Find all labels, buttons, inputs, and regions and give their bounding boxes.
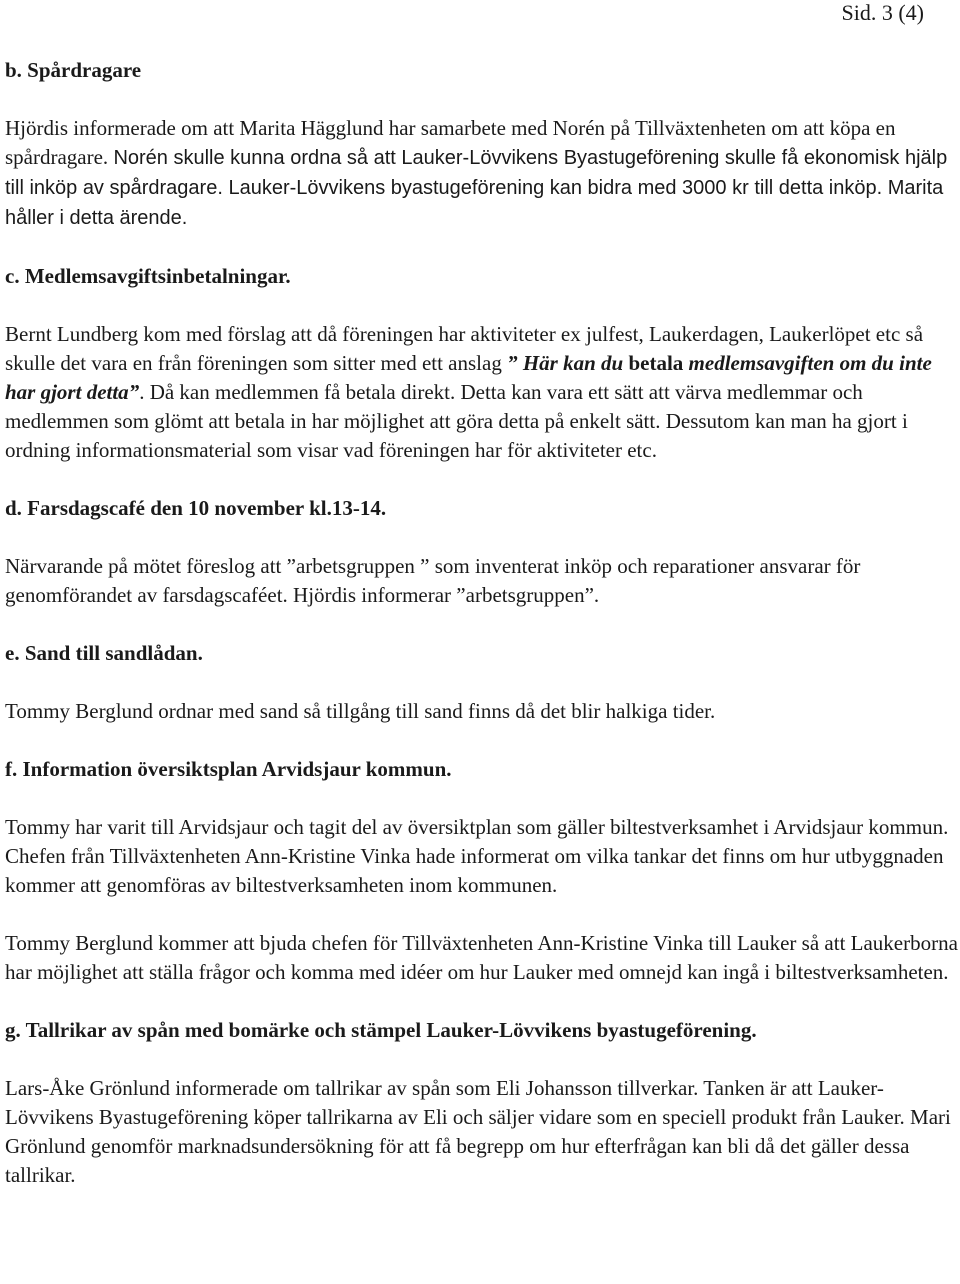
section-f-heading: f. Information översiktsplan Arvidsjaur kommun. xyxy=(5,757,452,781)
section-e-heading: e. Sand till sandlådan. xyxy=(5,641,203,665)
section-g-paragraph: Lars-Åke Grönlund informerade om tallrikar av spån som Eli Johansson tillverkar. Tanken är att Lauker-Lövvikens Byastugeförening köper tallrikarna av Eli och säljer vidare som en speciell produkt från Lauker. Mari Grönlund genomför marknadsundersökning för att få begrepp om hur efterfrågan kan bli då det gäller dessa tallrikar. xyxy=(5,1076,951,1187)
document-body xyxy=(5,56,960,1190)
page-number: Sid. 3 (4) xyxy=(841,0,924,25)
section-c-emphasis-3: medlemsavgiften om du inte har gjort detta xyxy=(5,351,932,404)
section-c-emphasis-1: Här kan du xyxy=(517,351,624,375)
section-g-heading: g. Tallrikar av spån med bomärke och stämpel Lauker-Lövvikens byastugeförening. xyxy=(5,1018,757,1042)
section-b-paragraph xyxy=(5,114,960,233)
section-c-heading: c. Medlemsavgiftsinbetalningar. xyxy=(5,264,291,288)
section-f xyxy=(5,755,960,987)
section-c xyxy=(5,262,960,465)
section-d-paragraph: Närvarande på mötet föreslog att ”arbetsgruppen ” som inventerat inköp och reparationer ansvarar för genomförandet av farsdagscaféet. Hjördis informerar ”arbetsgruppen”. xyxy=(5,554,861,607)
section-c-paragraph xyxy=(5,320,960,465)
section-c-quote-open: ” xyxy=(507,351,518,375)
section-c-emphasis-2: betala xyxy=(623,351,689,375)
section-e xyxy=(5,639,960,726)
section-b-text-sans: Norén skulle kunna ordna så att Lauker-Lövvikens Byastugeförening skulle få ekonomisk hjälp till inköp av spårdragare. Lauker-Lövvikens byastugeförening kan bidra med 3000 kr till detta inköp. Marita håller i detta ärende. xyxy=(5,147,948,229)
section-g xyxy=(5,1016,960,1190)
section-f-paragraph-1: Tommy har varit till Arvidsjaur och tagit del av översiktplan som gäller biltestverksamhet i Arvidsjaur kommun. Chefen från Tillväxtenheten Ann-Kristine Vinka hade informerat om vilka tankar det finns om hur utbyggnaden kommer att genomföras av biltestverksamheten inom kommunen. xyxy=(5,815,949,897)
section-c-text-start: Bernt Lundberg kom med förslag att då föreningen har aktiviteter ex julfest, Laukerdagen, Laukerlöpet etc så skulle det vara en från föreningen som sitter med ett anslag xyxy=(5,322,924,375)
section-b xyxy=(5,56,960,233)
section-b-text-serif: Hjördis informerade om att Marita Hägglund har samarbete med Norén på Tillväxtenheten om att köpa en spårdragare. xyxy=(5,116,896,169)
section-c-text-end: . Då kan medlemmen få betala direkt. Detta kan vara ett sätt att värva medlemmar och medlemmen som glömt att betala in har möjlighet att göra detta på enkelt sätt. Dessutom kan man ha gjort i ordning informationsmaterial som visar vad föreningen har för aktiviteter etc. xyxy=(5,380,908,462)
section-e-paragraph: Tommy Berglund ordnar med sand så tillgång till sand finns då det blir halkiga tider. xyxy=(5,699,716,723)
section-c-quote-close: ” xyxy=(128,380,140,404)
section-f-paragraph-2: Tommy Berglund kommer att bjuda chefen för Tillväxtenheten Ann-Kristine Vinka till Lauker så att Laukerborna har möjlighet att ställa frågor och komma med idéer om hur Lauker med omnejd kan ingå i biltestverksamheten. xyxy=(5,931,958,984)
section-d-heading: d. Farsdagscafé den 10 november kl.13-14. xyxy=(5,496,387,520)
section-b-heading: b. Spårdragare xyxy=(5,58,142,82)
section-d xyxy=(5,494,960,610)
